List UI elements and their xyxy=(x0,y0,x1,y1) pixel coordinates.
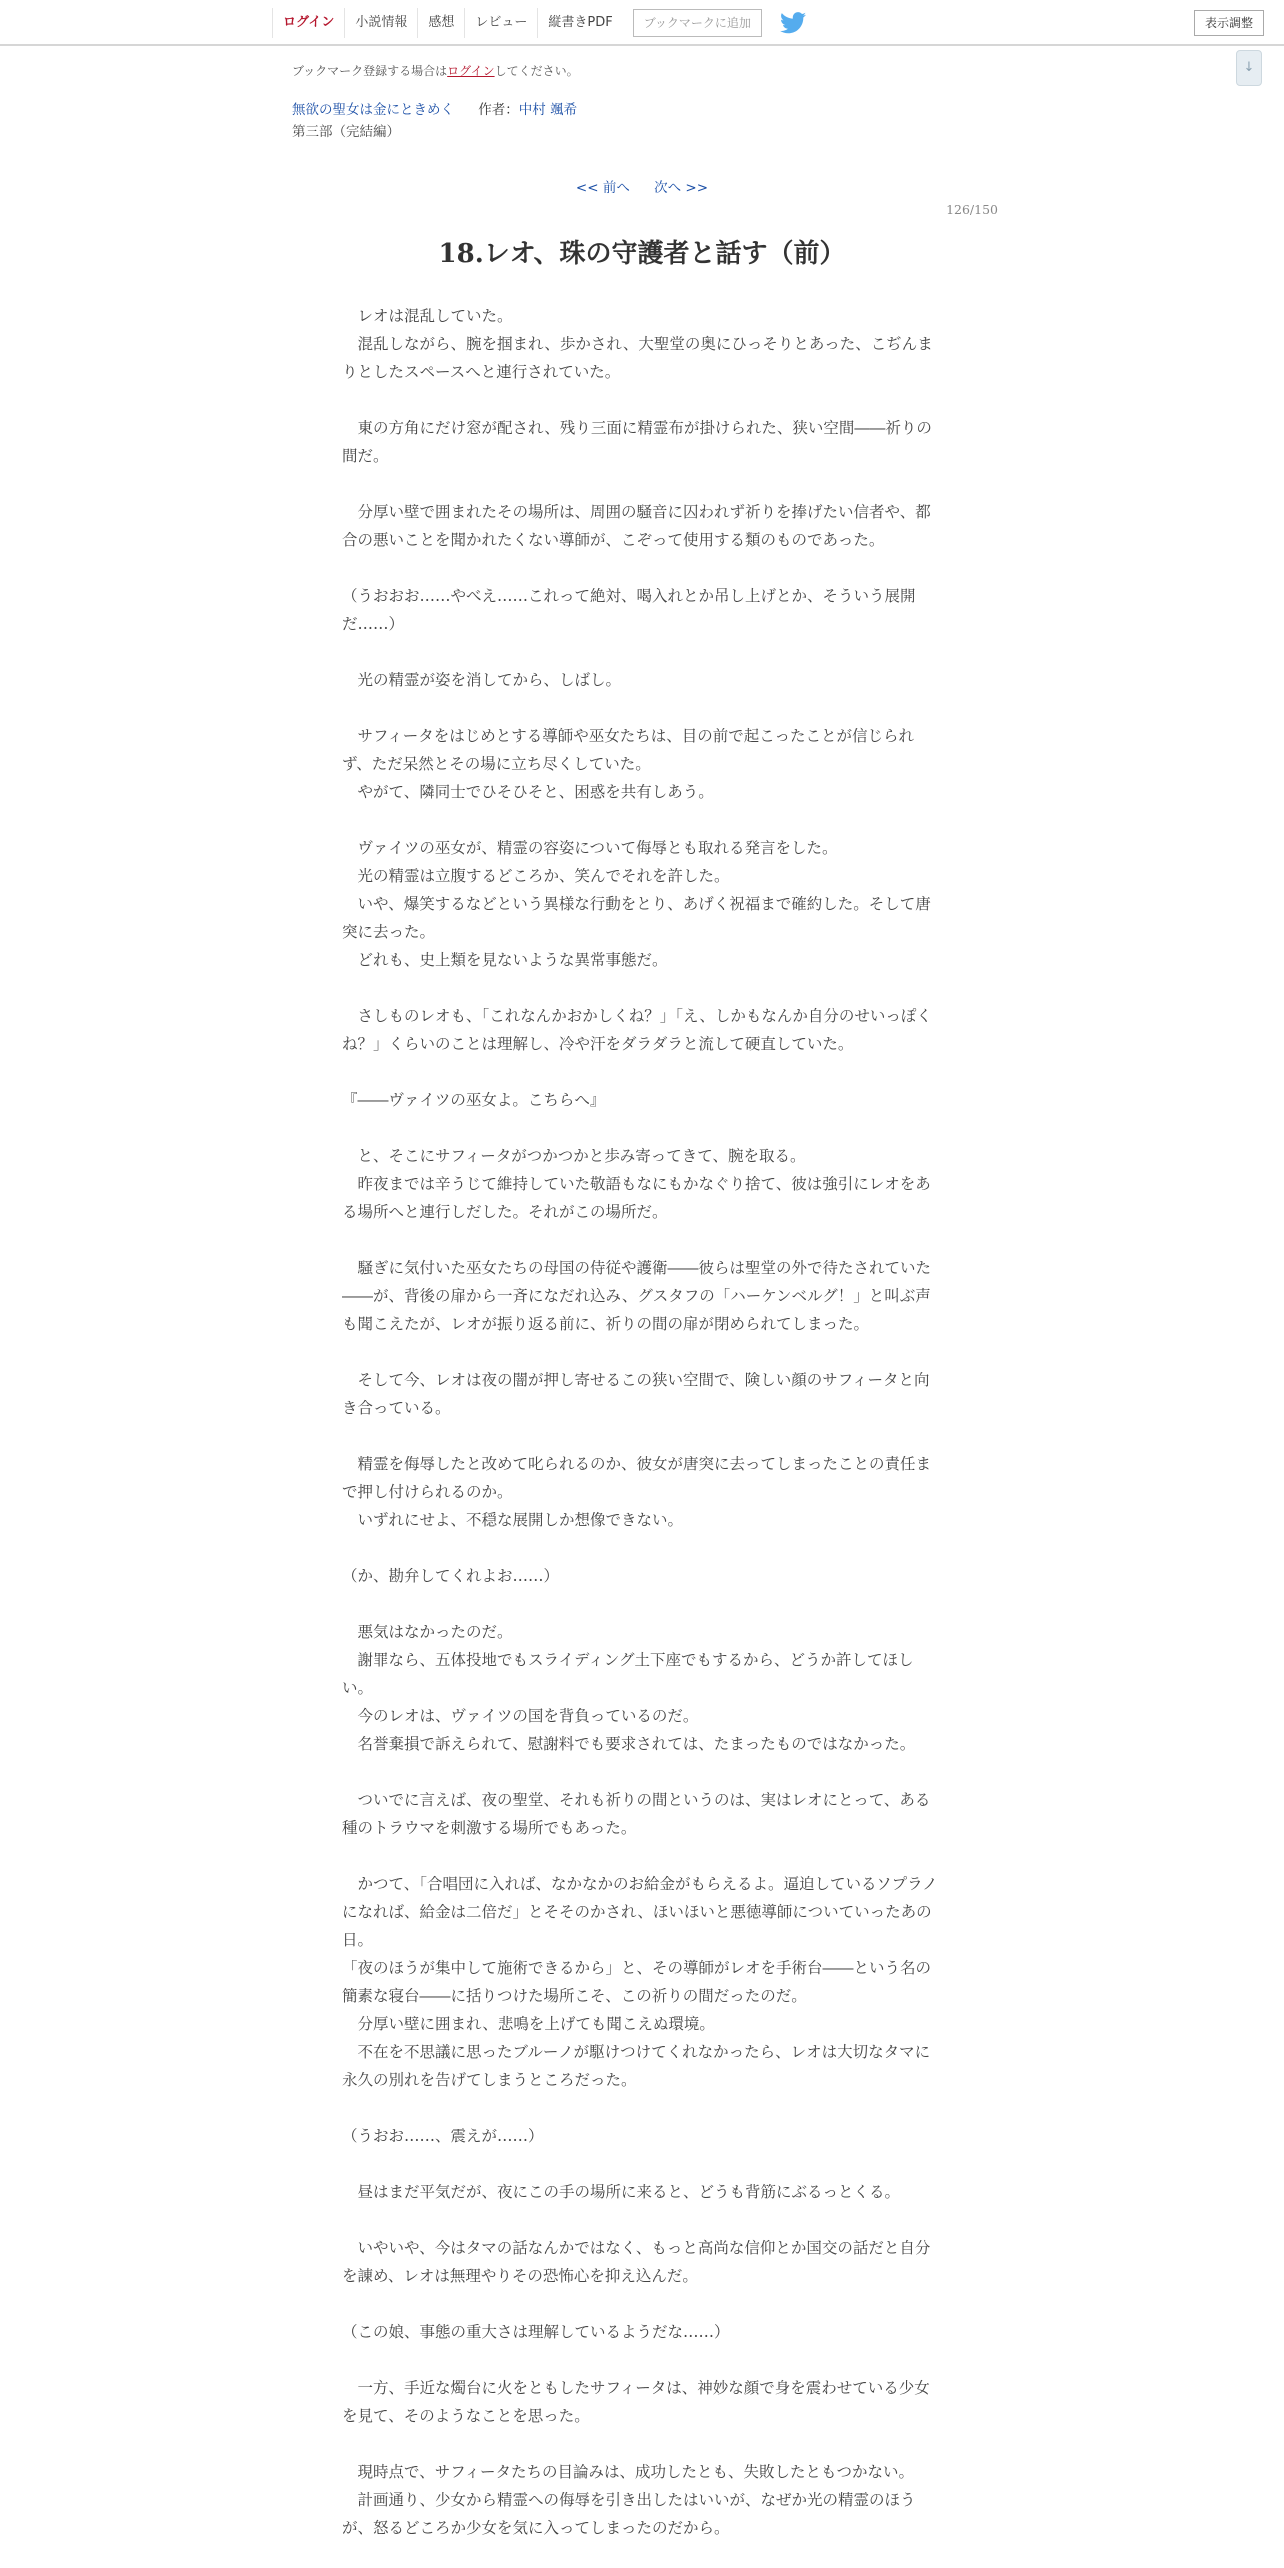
body-paragraph: 光の精霊が姿を消してから、しばし。 xyxy=(342,671,622,689)
nav-novel-info-link[interactable]: 小説情報 xyxy=(344,8,417,38)
body-paragraph: 精霊を侮辱したと改めて叱られるのか、彼女が唐突に去ってしまったことの責任まで押し付けられるのか。 xyxy=(342,1455,932,1501)
blank-line xyxy=(342,1114,942,1142)
arrow-down-icon: ↓ xyxy=(1243,60,1255,75)
blank-line xyxy=(342,1534,942,1562)
blank-line xyxy=(342,386,942,414)
body-paragraph: 分厚い壁に囲まれ、悲鳴を上げても聞こえぬ環境。 xyxy=(342,2015,715,2033)
login-notice-text-after: してください。 xyxy=(494,64,579,78)
body-paragraph: ヴァイツの巫女が、精霊の容姿について侮辱とも取れる発言をした。 xyxy=(342,839,838,857)
body-paragraph: 謝罪なら、五体投地でもスライディング土下座でもするから、どうか許してほしい。 xyxy=(342,1651,914,1697)
blank-line xyxy=(342,1338,942,1366)
blank-line xyxy=(342,2430,942,2458)
body-paragraph: 騒ぎに気付いた巫女たちの母国の侍従や護衛――彼らは聖堂の外で待たされていた――が、背後の扉から一斉になだれ込み、グスタフの「ハーケンベルグ！」と叫ぶ声も聞こえたが、レオが振り返る前に、祈りの間の扉が閉められてしまった。 xyxy=(342,1259,932,1333)
login-link[interactable]: ログイン xyxy=(447,64,495,78)
twitter-icon[interactable] xyxy=(780,12,806,34)
chapter-body xyxy=(342,302,942,2542)
nav-impressions-link[interactable]: 感想 xyxy=(417,8,464,38)
blank-line xyxy=(342,1422,942,1450)
body-paragraph: 昼はまだ平気だが、夜にこの手の場所に来ると、どうも背筋にぶるっとくる。 xyxy=(342,2183,901,2201)
body-paragraph: そして今、レオは夜の闇が押し寄せるこの狭い空間で、険しい顔のサフィータと向き合っている。 xyxy=(342,1371,930,1417)
chapter-pager xyxy=(0,176,1284,196)
body-paragraph: 計画通り、少女から精霊への侮辱を引き出したはいいが、なぜか光の精霊のほうが、怒るどころか少女を気に入ってしまったのだから。 xyxy=(342,2491,916,2537)
body-paragraph: 光の精霊は立腹するどころか、笑んでそれを許した。 xyxy=(342,867,730,885)
body-paragraph: ついでに言えば、夜の聖堂、それも祈りの間というのは、実はレオにとって、ある種のトラウマを刺激する場所でもあった。 xyxy=(342,1791,931,1837)
blank-line xyxy=(342,1590,942,1618)
body-paragraph: サフィータをはじめとする導師や巫女たちは、目の前で起こったことが信じられず、ただ呆然とその場に立ち尽くしていた。 xyxy=(342,727,914,773)
body-paragraph: 東の方角にだけ窓が配され、残り三面に精霊布が掛けられた、狭い空間――祈りの間だ。 xyxy=(342,419,932,465)
body-paragraph: 今のレオは、ヴァイツの国を背負っているのだ。 xyxy=(342,1707,699,1725)
body-paragraph: 一方、手近な燭台に火をともしたサフィータは、神妙な顔で身を震わせている少女を見て、そのようなことを思った。 xyxy=(342,2379,930,2425)
nav-review-link[interactable]: レビュー xyxy=(464,8,537,38)
add-bookmark-button[interactable]: ブックマークに追加 xyxy=(633,9,762,37)
blank-line xyxy=(342,1058,942,1086)
blank-line xyxy=(342,1758,942,1786)
body-paragraph: かつて、「合唱団に入れば、なかなかのお給金がもらえるよ。逼迫しているソプラノになれば、給金は二倍だ」とそそのかされ、ほいほいと悪徳導師についていったあの日。 xyxy=(342,1875,938,1949)
body-paragraph: 現時点で、サフィータたちの目論みは、成功したとも、失敗したともつかない。 xyxy=(342,2463,914,2481)
blank-line xyxy=(342,638,942,666)
blank-line xyxy=(342,2094,942,2122)
display-settings-button[interactable]: 表示調整 xyxy=(1194,10,1264,36)
nav-menu xyxy=(272,6,806,40)
nav-vertical-pdf-link[interactable]: 縦書きPDF xyxy=(537,8,622,38)
blank-line xyxy=(342,2150,942,2178)
blank-line xyxy=(342,694,942,722)
body-paragraph: 悪気はなかったのだ。 xyxy=(342,1623,513,1641)
body-paragraph: どれも、史上類を見ないような異常事態だ。 xyxy=(342,951,668,969)
body-paragraph: いやいや、今はタマの話なんかではなく、もっと高尚な信仰とか国交の話だと自分を諌め、レオは無理やりその恐怖心を抑え込んだ。 xyxy=(342,2239,931,2285)
top-navigation-bar xyxy=(0,0,1284,46)
blank-line xyxy=(342,806,942,834)
body-paragraph: （か、勘弁してくれよお……） xyxy=(342,1567,560,1585)
blank-line xyxy=(342,1842,942,1870)
body-paragraph: さしものレオも、「これなんかおかしくね？」「え、しかもなんか自分のせいっぽくね？」くらいのことは理解し、冷や汗をダラダラと流して硬直していた。 xyxy=(342,1007,932,1053)
body-paragraph: （この娘、事態の重大さは理解しているようだな……） xyxy=(342,2323,730,2341)
body-paragraph: 混乱しながら、腕を掴まれ、歩かされ、大聖堂の奥にひっそりとあった、こぢんまりとしたスペースへと連行されていた。 xyxy=(342,335,933,381)
body-paragraph: 「夜のほうが集中して施術できるから」と、その導師がレオを手術台――という名の簡素な寝台――に括りつけた場所こそ、この祈りの間だったのだ。 xyxy=(342,1959,932,2005)
body-paragraph: いや、爆笑するなどという異様な行動をとり、あげく祝福まで確約した。そして唐突に去った。 xyxy=(342,895,931,941)
body-paragraph: と、そこにサフィータがつかつかと歩み寄ってきて、腕を取る。 xyxy=(342,1147,806,1165)
body-paragraph: 昨夜までは辛うじて維持していた敬語もなにもかなぐり捨て、彼は強引にレオをある場所へと連行しだした。それがこの場所だ。 xyxy=(342,1175,931,1221)
body-paragraph: （うおお……、震えが……） xyxy=(342,2127,544,2145)
body-paragraph: いずれにせよ、不穏な展開しか想像できない。 xyxy=(342,1511,684,1529)
nav-login-link[interactable]: ログイン xyxy=(272,8,344,38)
body-paragraph: （うおおお……やべえ……これって絶対、喝入れとか吊し上げとか、そういう展開だ……） xyxy=(342,587,916,633)
login-notice-text: ブックマーク登録する場合は xyxy=(292,64,448,78)
body-paragraph: 『――ヴァイツの巫女よ。こちらへ』 xyxy=(342,1091,606,1109)
blank-line xyxy=(342,554,942,582)
page-counter: 126/150 xyxy=(946,202,998,217)
bookmark-login-notice xyxy=(292,62,579,79)
blank-line xyxy=(342,2290,942,2318)
author-link[interactable]: 中村 颯希 xyxy=(518,102,578,118)
blank-line xyxy=(342,1226,942,1254)
prev-chapter-link[interactable]: << 前へ xyxy=(575,180,630,196)
novel-title-link[interactable]: 無欲の聖女は金にときめく xyxy=(292,102,454,118)
chapter-group-label: 第三部（完結編） xyxy=(292,124,400,140)
author-label: 作者： xyxy=(478,102,519,118)
body-paragraph: やがて、隣同士でひそひそと、困惑を共有しあう。 xyxy=(342,783,714,801)
blank-line xyxy=(342,2346,942,2374)
novel-info-line xyxy=(292,98,577,118)
next-chapter-link[interactable]: 次へ >> xyxy=(654,180,709,196)
chapter-title: 18.レオ、珠の守護者と話す（前） xyxy=(438,239,846,269)
scroll-down-button[interactable] xyxy=(1236,50,1262,86)
body-paragraph: 分厚い壁で囲まれたその場所は、周囲の騒音に囚われず祈りを捧げたい信者や、都合の悪いことを聞かれたくない導師が、こぞって使用する類のものであった。 xyxy=(342,503,931,549)
blank-line xyxy=(342,470,942,498)
body-paragraph: 名誉棄損で訴えられて、慰謝料でも要求されては、たまったものではなかった。 xyxy=(342,1735,916,1753)
body-paragraph: レオは混乱していた。 xyxy=(342,307,513,325)
body-paragraph: 不在を不思議に思ったブルーノが駆けつけてくれなかったら、レオは大切なタマに永久の別れを告げてしまうところだった。 xyxy=(342,2043,931,2089)
blank-line xyxy=(342,2206,942,2234)
blank-line xyxy=(342,974,942,1002)
